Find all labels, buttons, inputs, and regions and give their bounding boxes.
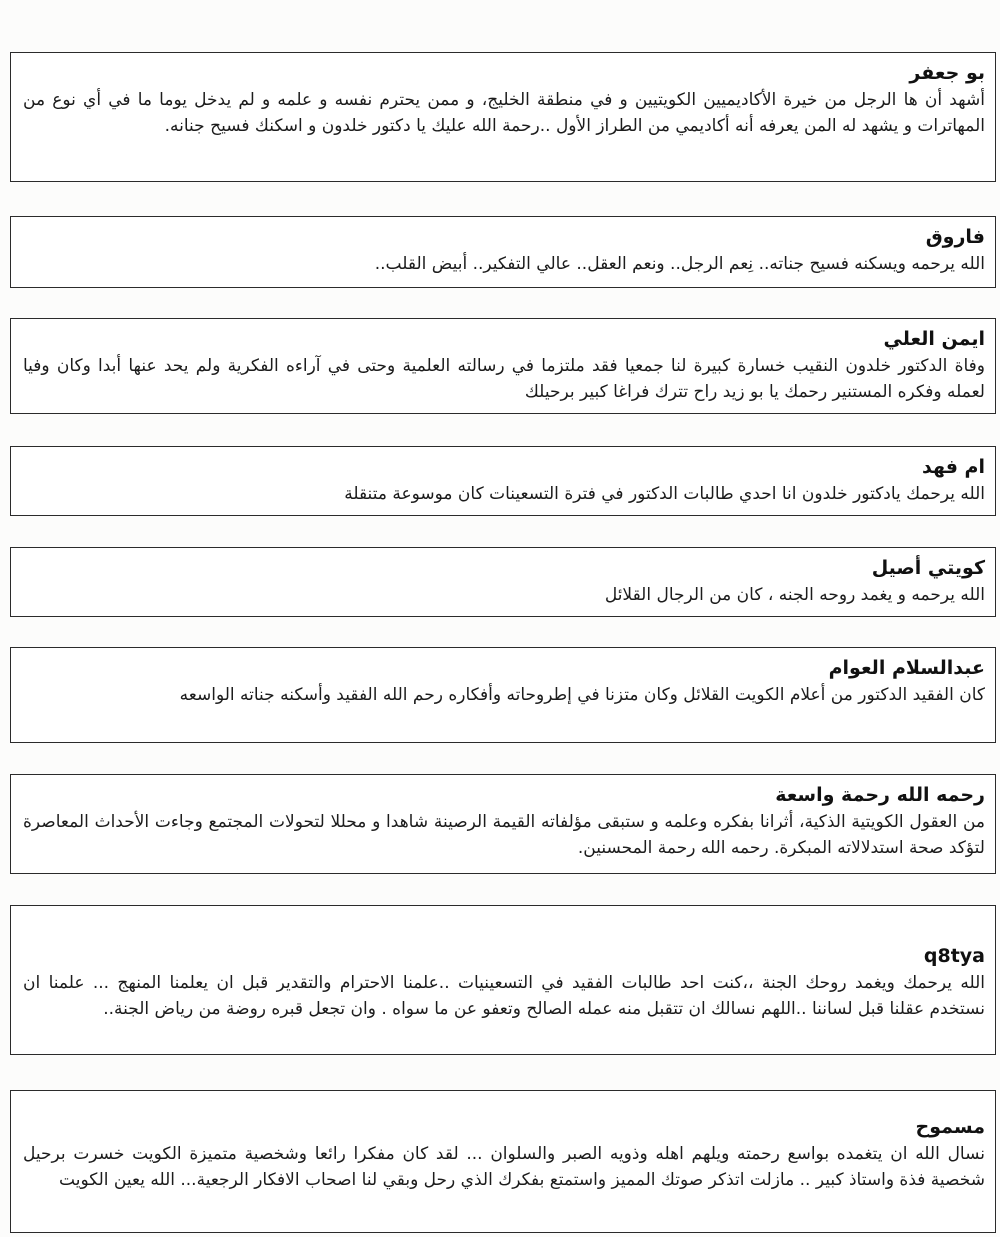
comment-author: رحمه الله رحمة واسعة — [775, 784, 985, 806]
comment-box — [10, 446, 996, 516]
comment-text: نسال الله ان يتغمده بواسع رحمته ويلهم اهله وذويه الصبر والسلوان ... لقد كان مفكرا رائعا وشخصية متميزة الكويت خسرت برحيل شخصية فذة واستاذ كبير .. مازلت اتذكر صوتك المميز واستمتع بفكرك الذي رحل وبقي لنا اصحاب الافكار الرجعية... الله يعين الكويت — [23, 1144, 985, 1190]
comment-box — [10, 774, 996, 874]
comment-author: فاروق — [925, 226, 985, 248]
comment-text: كان الفقيد الدكتور من أعلام الكويت القلائل وكان متزنا في إطروحاته وأفكاره رحم الله الفقيد وأسكنه جناته الواسعه — [179, 685, 985, 705]
comment-box — [10, 1090, 996, 1233]
comment-text: الله يرحمه و يغمد روحه الجنه ، كان من الرجال القلائل — [604, 585, 985, 605]
comment-box — [10, 318, 996, 414]
comment-box — [10, 547, 996, 617]
comment-author: كويتي أصيل — [871, 557, 985, 579]
comment-box — [10, 647, 996, 743]
comment-text: من العقول الكويتية الذكية، أثرانا بفكره وعلمه و ستبقى مؤلفاته القيمة الرصينة شاهدا و محللا لتحولات المجتمع وجاءت الأحداث المعاصرة لتؤكد صحة استدلالاته المبكرة. رحمه الله رحمة المحسنين. — [23, 812, 985, 858]
comment-author: مسموح — [915, 1116, 985, 1138]
comment-author: ايمن العلي — [883, 328, 985, 350]
comment-text: الله يرحمه ويسكنه فسيح جناته.. نِعم الرجل.. ونعم العقل.. عالي التفكير.. أبيض القلب.. — [374, 254, 985, 274]
comment-author: عبدالسلام العوام — [828, 657, 985, 679]
comment-text: الله يرحمك يادكتور خلدون انا احدي طالبات الدكتور في فترة التسعينات كان موسوعة متنقلة — [344, 484, 985, 504]
comment-text: وفاة الدكتور خلدون النقيب خسارة كبيرة لنا جمعيا فقد ملتزما في رسالته العلمية وحتى في آراءه الفكرية ولم يحد عنها أبدا وكان وفيا لعمله وفكره المستنير رحمك يا بو زيد راح تترك فراغا كبير برحيلك — [23, 356, 985, 402]
comment-text: أشهد أن ها الرجل من خيرة الأكاديميين الكويتيين و في منطقة الخليج، و ممن يحترم نفسه و علمه و لم يدخل يوما ما في أي نوع من المهاترات و يشهد له المن يعرفه أنه أكاديمي من الطراز الأول ..رحمة الله عليك يا دكتور خلدون و اسكنك فسيح جنانه. — [23, 90, 985, 136]
comment-box — [10, 52, 996, 182]
comment-author: ام فهد — [921, 456, 985, 478]
comment-box — [10, 216, 996, 288]
comment-author: q8tya — [923, 945, 985, 967]
comment-text: الله يرحمك ويغمد روحك الجنة ،،كنت احد طالبات الفقيد في التسعينيات ..علمنا الاحترام والتقدير قبل ان يعلمنا المنهج ... علمنا ان نستخدم عقلنا قبل لساننا ..اللهم نسالك ان تتقبل منه عمله الصالح وتعفو عن ما سواه . وان تجعل قبره روضة من رياض الجنة.. — [23, 973, 985, 1019]
comment-box — [10, 905, 996, 1055]
comment-author: بو جعفر — [909, 62, 985, 84]
